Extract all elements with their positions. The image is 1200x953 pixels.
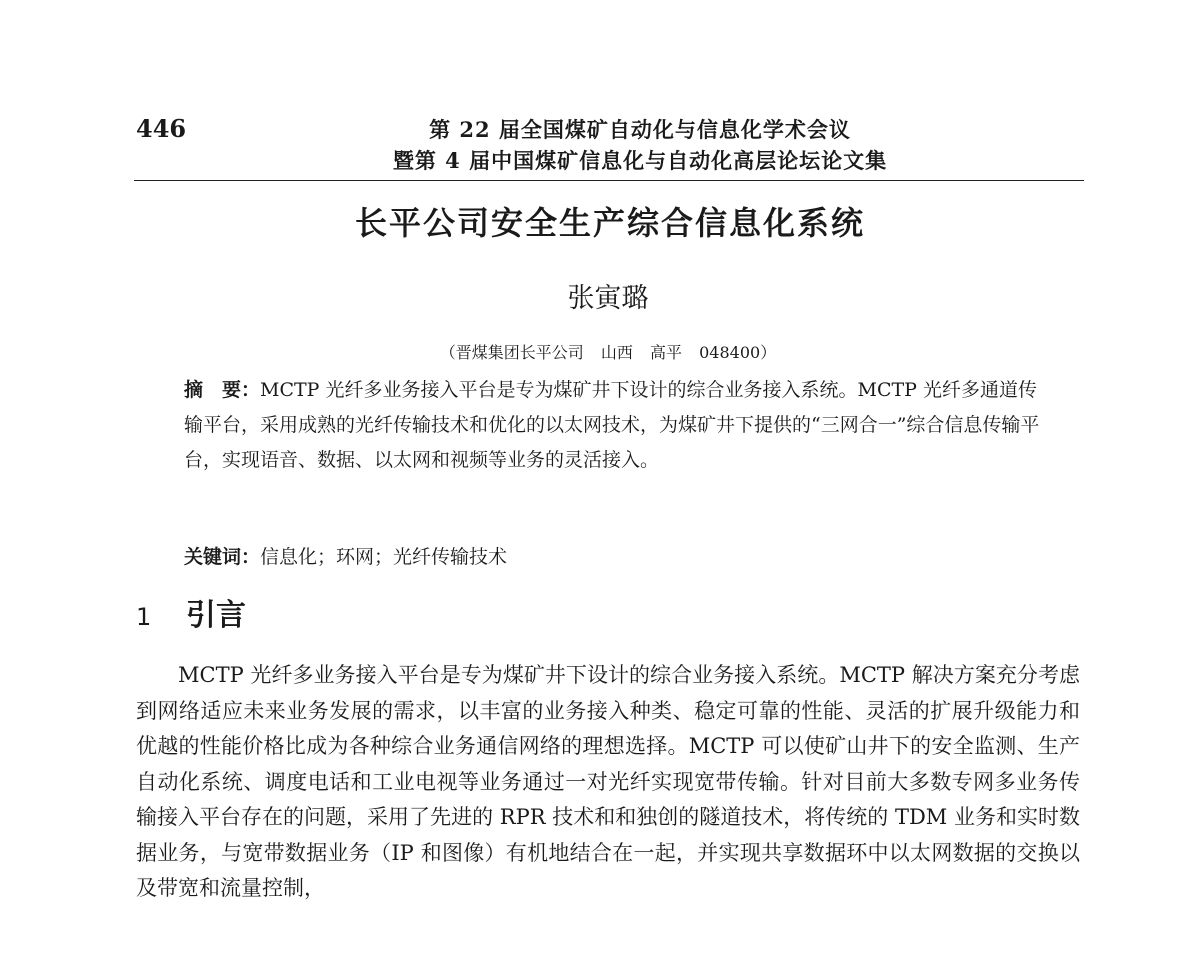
running-head-line-2: 暨第 4 届中国煤矿信息化与自动化高层论坛论文集 [392,148,888,173]
keywords-label: 关键词： [184,546,261,568]
page-number: 446 [136,114,187,143]
section-number: 1 [136,603,152,631]
keywords [184,540,507,575]
abstract [184,373,1044,478]
keywords-text: 信息化；环网；光纤传输技术 [260,546,508,568]
affiliation [0,340,1200,363]
affiliation-province: 山西 [600,343,633,362]
section-heading [136,590,246,634]
running-head-line-1: 第 22 届全国煤矿自动化与信息化学术会议 [429,117,851,142]
abstract-label: 摘 要： [184,379,261,401]
section-title: 引言 [186,598,246,633]
author-name: 张寅璐 [567,283,649,314]
paper-title: 长平公司安全生产综合信息化系统 [354,204,865,242]
body-paragraph: MCTP 光纤多业务接入平台是专为煤矿井下设计的综合业务接入系统。MCTP 解决方案充分考虑到网络适应未来业务发展的需求，以丰富的业务接入种类、稳定可靠的性能、灵活的扩展升级能力和优越的性能价格比成为各种综合业务通信网络的理想选择。MCTP 可以使矿山井下的安全监测、生产自动化系统、调度电话和工业电视等业务通过一对光纤实现宽带传输。针对目前大多数专网多业务传输接入平台存在的问题，采用了先进的 RPR 技术和和独创的隧道技术，将传统的 TDM 业务和实时数据业务，与宽带数据业务（IP 和图像）有机地结合在一起，并实现共享数据环中以太网数据的交换以及带宽和流量控制， [136,663,1080,900]
affiliation-city: 高平 [650,343,683,362]
affiliation-postcode: 048400） [699,343,777,362]
abstract-text: MCTP 光纤多业务接入平台是专为煤矿井下设计的综合业务接入系统。MCTP 光纤多通道传输平台，采用成熟的光纤传输技术和优化的以太网技术，为煤矿井下提供的“三网合一”综合信息传输平台，实现语音、数据、以太网和视频等业务的灵活接入。 [184,379,1040,471]
running-head [340,114,940,176]
header-rule [134,180,1084,181]
affiliation-org: （晋煤集团长平公司 [439,343,584,362]
